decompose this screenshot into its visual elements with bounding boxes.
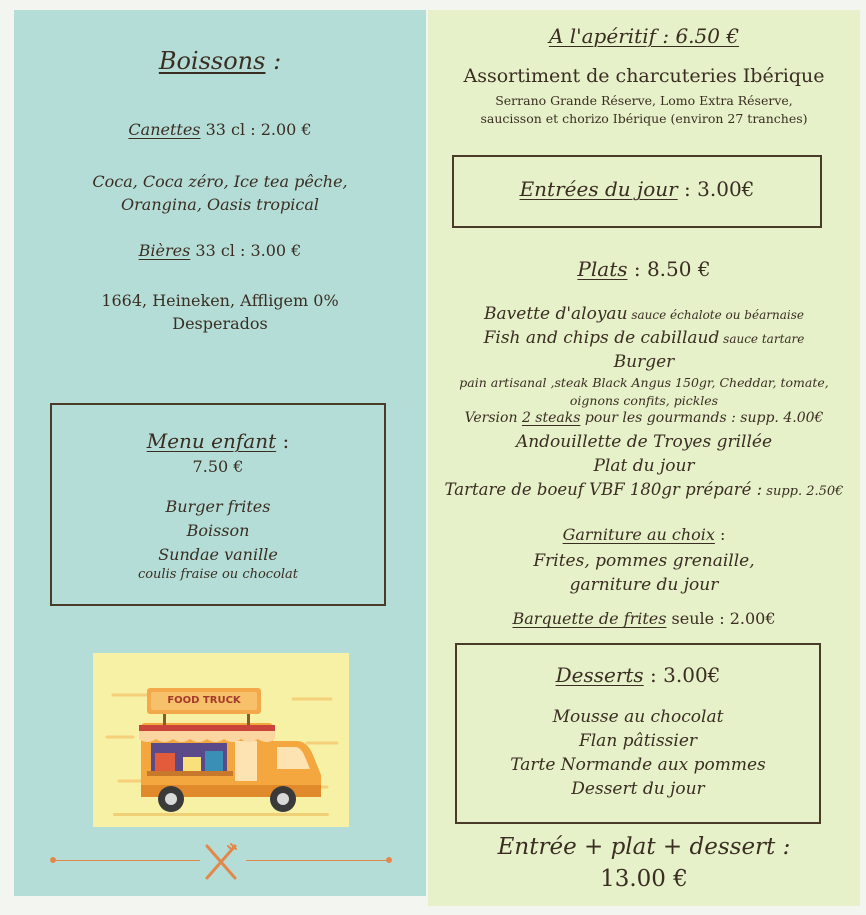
entrees-heading: Entrées du jour : 3.00€ bbox=[519, 177, 755, 201]
menu-enfant-note: coulis fraise ou chocolat bbox=[137, 567, 299, 582]
bieres-list: 1664, Heineken, Affligem 0% Desperados bbox=[101, 291, 339, 333]
divider-line-right bbox=[246, 860, 388, 861]
aperitif-title: A l'apéritif : 6.50 € bbox=[548, 24, 740, 48]
divider-line-left bbox=[54, 860, 200, 861]
burger-version: Version 2 steaks pour les gourmands : supp. 4.00€ bbox=[464, 410, 824, 426]
canettes-list: Coca, Coca zéro, Ice tea pêche, Orangina, Oasis tropical bbox=[92, 172, 348, 214]
entrees-box bbox=[452, 155, 822, 228]
plat-fish: Fish and chips de cabillaud sauce tartare bbox=[483, 328, 805, 348]
canettes-heading: Canettes 33 cl : 2.00 € bbox=[128, 120, 312, 139]
aperitif-name: Assortiment de charcuteries Ibérique bbox=[463, 65, 825, 87]
bieres-heading: Bières 33 cl : 3.00 € bbox=[138, 241, 302, 260]
desserts-list: Mousse au chocolat Flan pâtissier Tarte Normande aux pommes Dessert du jour bbox=[510, 707, 766, 799]
food-truck-sign: FOOD TRUCK bbox=[167, 695, 241, 706]
food-panel bbox=[428, 10, 860, 906]
burger-description: pain artisanal ,steak Black Angus 150gr, Cheddar, tomate, oignons confits, pickles bbox=[459, 375, 829, 408]
aperitif-description: Serrano Grande Réserve, Lomo Extra Réserve, saucisson et chorizo Ibérique (environ 27 tranches) bbox=[480, 93, 808, 126]
menu-enfant-items: Burger frites Boisson Sundae vanille bbox=[158, 497, 278, 564]
food-truck-icon bbox=[93, 653, 349, 827]
plat-du-jour: Plat du jour bbox=[593, 456, 695, 476]
plat-bavette: Bavette d'aloyau sauce échalote ou béarnaise bbox=[484, 304, 804, 324]
garniture-list: Frites, pommes grenaille, garniture du jour bbox=[533, 551, 755, 595]
formule-label: Entrée + plat + dessert : bbox=[497, 834, 791, 860]
divider-dot-right bbox=[386, 857, 392, 863]
drinks-panel bbox=[14, 10, 426, 896]
menu-enfant-price: 7.50 € bbox=[192, 457, 244, 476]
garniture-heading: Garniture au choix : bbox=[562, 525, 726, 544]
fork-knife-icon bbox=[201, 842, 241, 882]
plat-burger: Burger bbox=[613, 352, 675, 372]
barquette-line: Barquette de frites seule : 2.00€ bbox=[512, 609, 776, 628]
menu-enfant-box bbox=[50, 403, 386, 606]
boissons-title: Boissons : bbox=[158, 47, 282, 75]
food-truck-illustration bbox=[93, 653, 349, 827]
desserts-heading: Desserts : 3.00€ bbox=[555, 663, 721, 687]
menu-enfant-title: Menu enfant : bbox=[146, 429, 290, 453]
plat-tartare: Tartare de boeuf VBF 180gr préparé : supp. 2.50€ bbox=[444, 480, 844, 499]
formule-price: 13.00 € bbox=[600, 866, 688, 892]
desserts-box bbox=[455, 643, 821, 824]
plat-andouillette: Andouillette de Troyes grillée bbox=[515, 432, 773, 452]
plats-heading: Plats : 8.50 € bbox=[577, 257, 711, 281]
